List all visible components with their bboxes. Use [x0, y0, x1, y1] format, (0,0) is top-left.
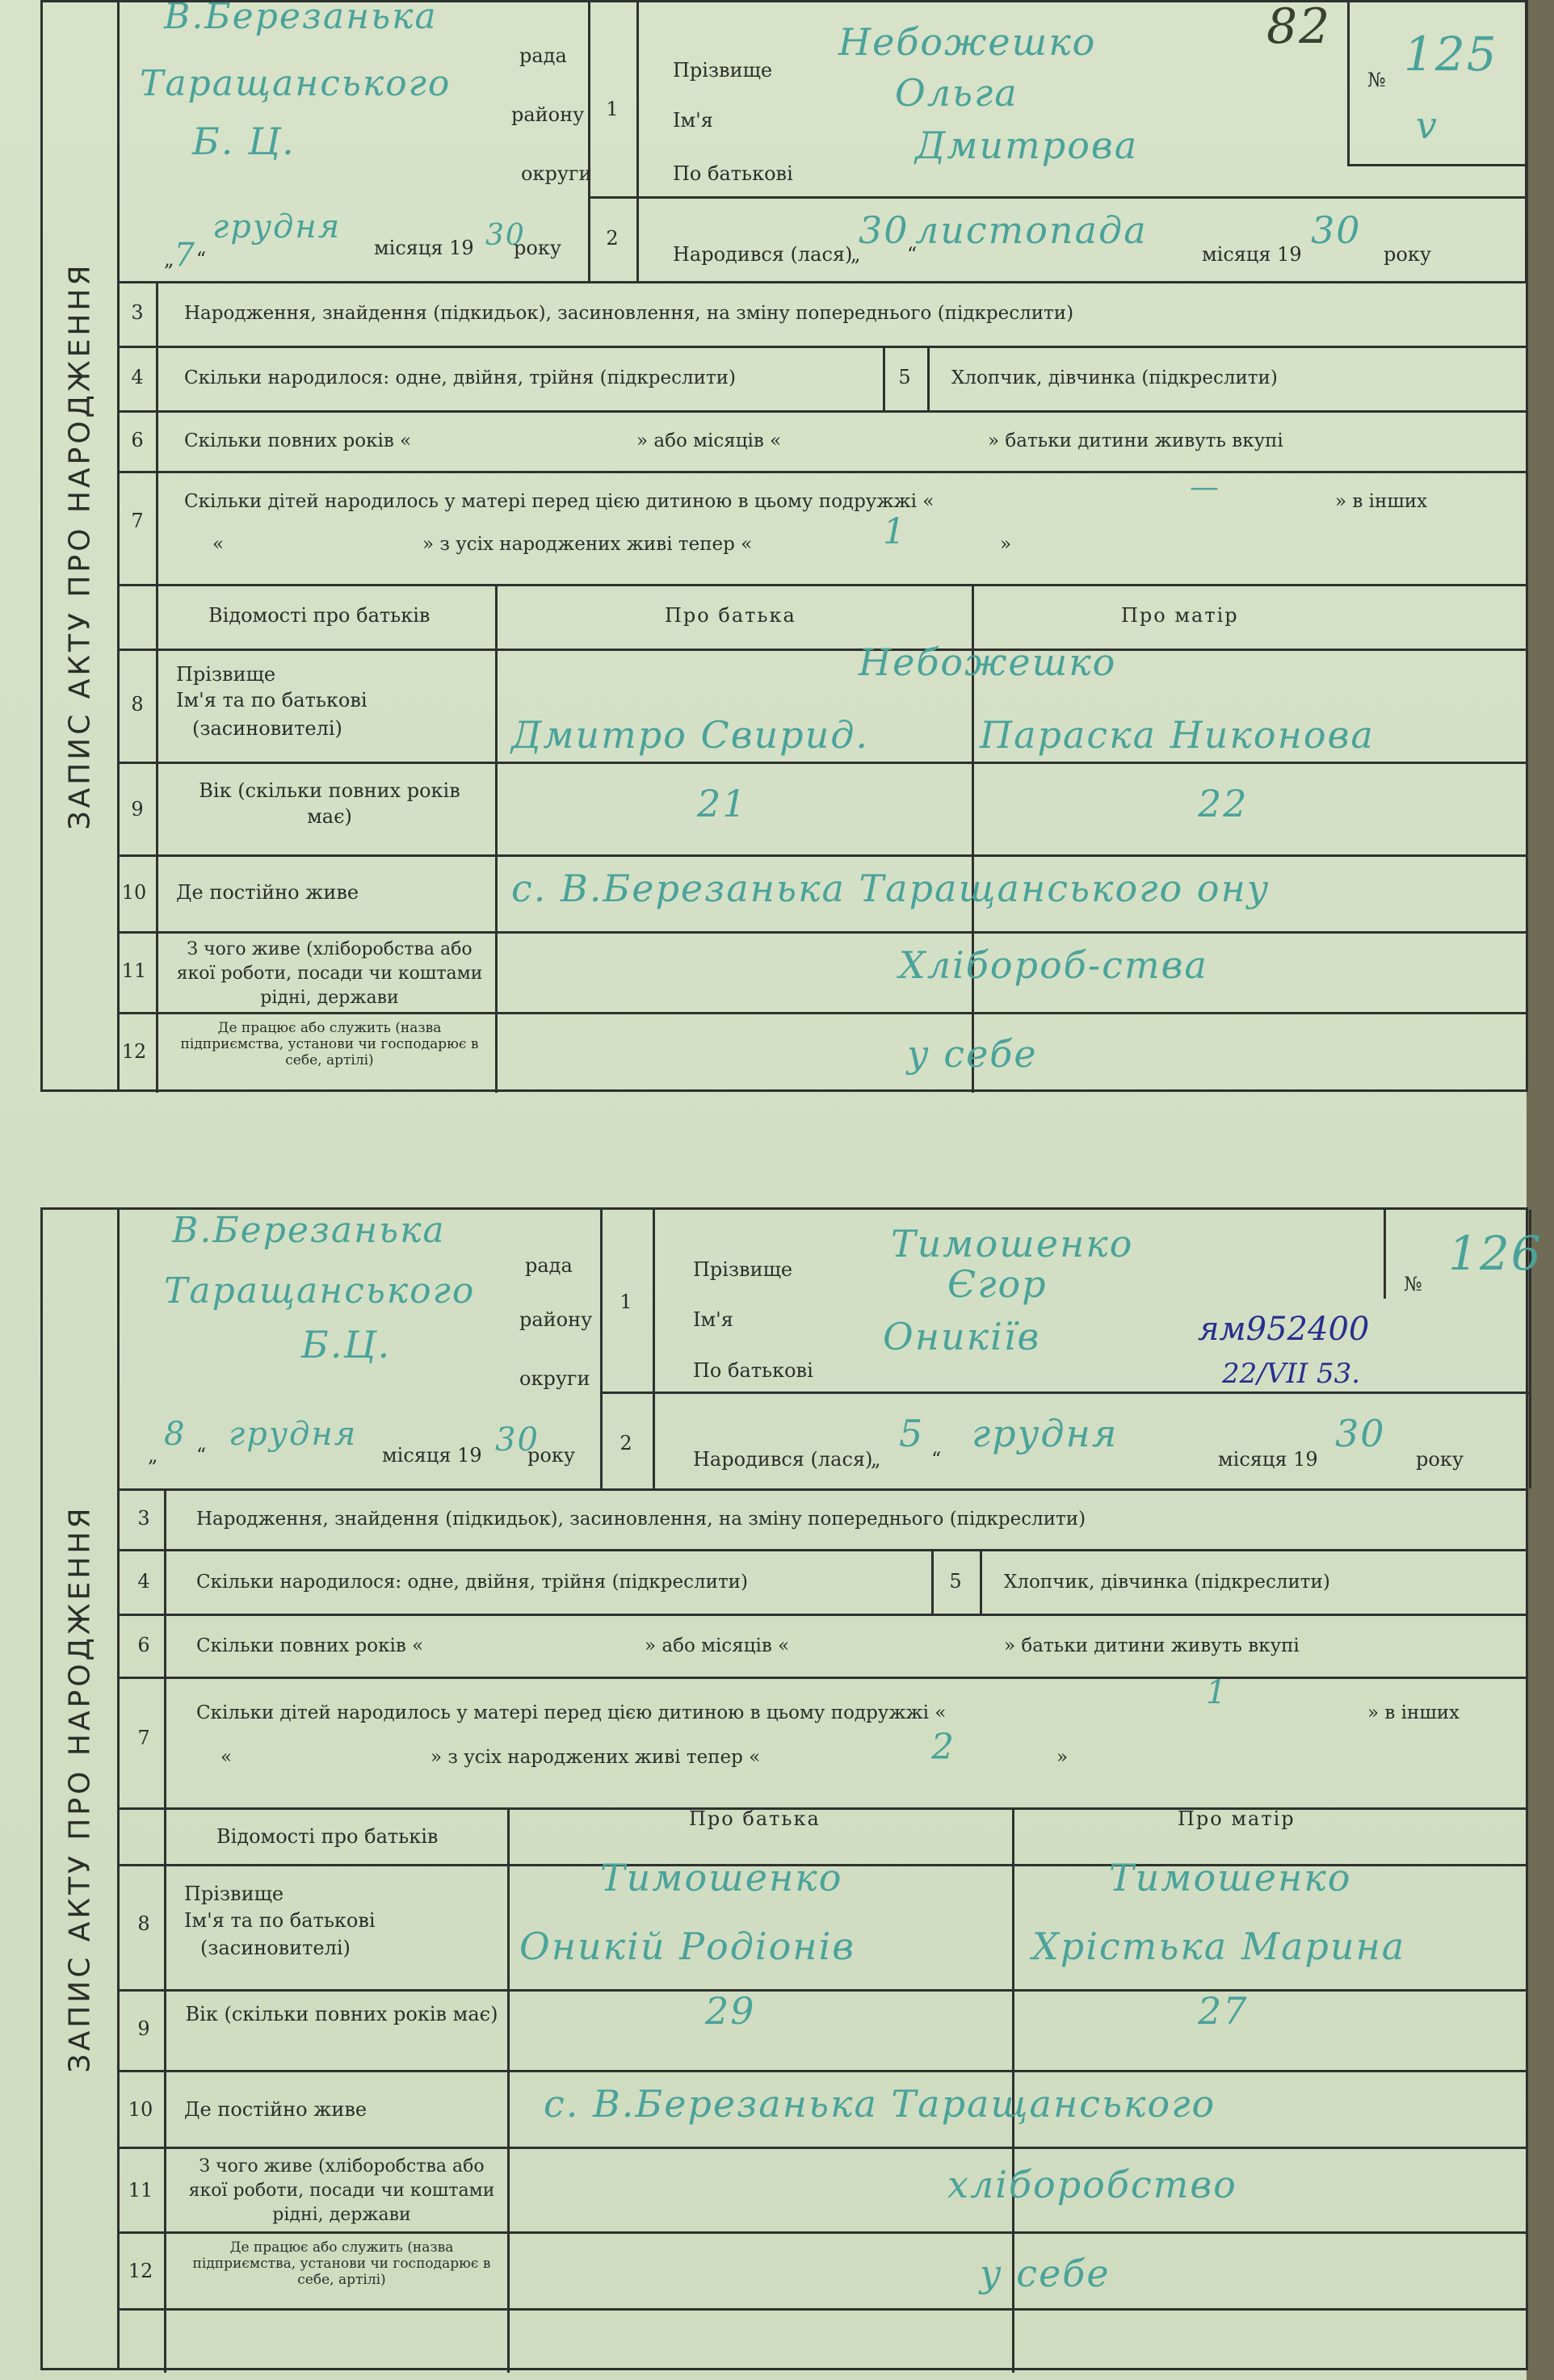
occupation: хліборобство: [947, 2163, 1237, 2206]
children-alive: 1: [883, 511, 907, 552]
mother-age: 27: [1198, 1989, 1249, 2033]
vertical-title: ЗАПИС АКТУ ПРО НАРОДЖЕННЯ: [43, 2, 120, 1089]
residence: с. В.Березанька Таращанського ону: [511, 867, 1270, 910]
birth-month: листопада: [915, 208, 1148, 252]
father-age: 29: [705, 1989, 756, 2033]
check-mark: v: [1416, 103, 1438, 147]
council-value: В.Березанька: [164, 0, 438, 37]
corner-number: 82: [1266, 0, 1332, 55]
district-value: Таращанського: [164, 1270, 476, 1312]
reg-day: 8: [164, 1416, 187, 1453]
mother-name: Параска Никонова: [980, 713, 1375, 757]
reg-year: 30: [485, 219, 526, 252]
child-name: Єгор: [947, 1262, 1048, 1306]
children-before: 1: [1206, 1674, 1228, 1711]
district-value: Таращанського: [140, 63, 452, 104]
reg-month: грудня: [229, 1416, 358, 1453]
residence: с. В.Березанька Таращанського: [544, 2082, 1216, 2126]
mother-name: Хрістька Марина: [1032, 1925, 1406, 1968]
workplace: у себе: [907, 1032, 1038, 1076]
workplace: у себе: [980, 2252, 1111, 2295]
mother-surname: Тимошенко: [1109, 1856, 1352, 1899]
reg-year: 30: [495, 1421, 540, 1459]
archive-date: 22/VII 53.: [1222, 1358, 1361, 1390]
vertical-title: ЗАПИС АКТУ ПРО НАРОДЖЕННЯ: [43, 1210, 120, 2368]
okruha-value: Б.Ц.: [301, 1323, 392, 1366]
father-name: Дмитро Свирид.: [511, 713, 869, 757]
reg-month: грудня: [212, 208, 342, 246]
child-patronymic: Дмитрова: [915, 124, 1139, 167]
archive-code: ям952400: [1198, 1311, 1370, 1348]
father-surname: Тимошенко: [600, 1856, 843, 1899]
father-age: 21: [697, 782, 748, 825]
reg-day: 7: [174, 237, 196, 274]
child-surname: Небожешко: [838, 20, 1097, 64]
birth-year: 30: [1335, 1412, 1386, 1455]
record-number: 125: [1404, 27, 1498, 82]
children-alive: 2: [931, 1727, 956, 1768]
birth-day: 30: [859, 208, 909, 252]
child-patronymic: Оникіїв: [883, 1315, 1041, 1358]
father-name: Оникій Родіонів: [519, 1925, 856, 1968]
occupation: Хлібороб-ства: [899, 943, 1208, 987]
parents-surname: Небожешко: [859, 640, 1117, 684]
council-value: В.Березанька: [172, 1210, 446, 1251]
birth-day: 5: [899, 1412, 925, 1455]
birth-year: 30: [1311, 208, 1362, 252]
record-number: 126: [1448, 1226, 1543, 1281]
child-name: Ольга: [895, 71, 1018, 115]
birth-record-2: ЗАПИС АКТУ ПРО НАРОДЖЕННЯ В.Березанька рада Таращанського району Б.Ц. округи „ 8 “ грудня місяця 19 30 року 1 2 Прізвище Тимошенко Ім'я Єгор По батькові Оникіїв ям952400 22/VII 53. № 126 Народився (лася) „ 5 “ грудня місяця 19 30 року 3 Народження, знайдення (підкидьок), засиновлення, на зміну попереднього (підкреслити) 4 Скільки народилося: одне, двійня, трійня (підкреслити) 5 Хлопчик, дівчинка (підкреслити) 6 Скільки повних років « » або місяців « » батьки дитини живуть вкупі 7 Скільки дітей народилось у матері перед цією дитиною в цьому подружжі « 1 » в інших « » з усіх народжених живі тепер « 2 » Відомості про батьків Про батька Про матір 8 Прізвище Ім'я та по батькові (засиновителі) Тимошенко Тимошенко Оникій Родіонів Хрістька Марина 9 Вік (скільки повних років має) 29 27 10 Де постійно живе с. В.Березанька Таращанського 11 З чого живе (хліборобства або якої роботи, посади чи коштами рідні, держави хліборобство 12 Де працює або служить (назва підприємства, установи чи господарює в себе, артілі) у себе: [40, 1207, 1528, 2370]
birth-record-1: ЗАПИС АКТУ ПРО НАРОДЖЕННЯ В.Березанька рада Таращанського району Б. Ц. округи „7“ грудня місяця 19 30 року 1 2 Прізвище Небожешко Ім'я Ольга По батькові Дмитрова 82 № 125 v Народився (лася) „ 30 “ листопада місяця 19 30 року 3 Народження, знайдення (підкидьок), засиновлення, на зміну попереднього (підкреслити) 4 Скільки народилося: одне, двійня, трійня (підкреслити) 5 Хлопчик, дівчинка (підкреслити) 6 Скільки повних років « » або місяців « » батьки дитини живуть вкупі 7 Скільки дітей народилось у матері перед цією дитиною в цьому подружжі « — » в інших « » з усіх народжених живі тепер « 1 » Відомості про батьків Про батька Про матір 8 Прізвище Ім'я та по батькові (засиновителі) Небожешко Дмитро Свирид. Параска Никонова 9 Вік (скільки повних років має) 21 22 10 Де постійно живе с. В.Березанька Таращанського ону 11 З чого живе (хліборобства або якої роботи, посади чи коштами рідні, держави Хлібороб-ства 12 Де працює або служить (назва підприємства, установи чи господарює в себе, артілі) у себе: [40, 0, 1528, 1092]
mother-age: 22: [1198, 782, 1249, 825]
okruha-value: Б. Ц.: [192, 120, 296, 163]
birth-month: грудня: [972, 1412, 1119, 1455]
child-surname: Тимошенко: [891, 1222, 1134, 1266]
children-before: —: [1190, 471, 1220, 504]
